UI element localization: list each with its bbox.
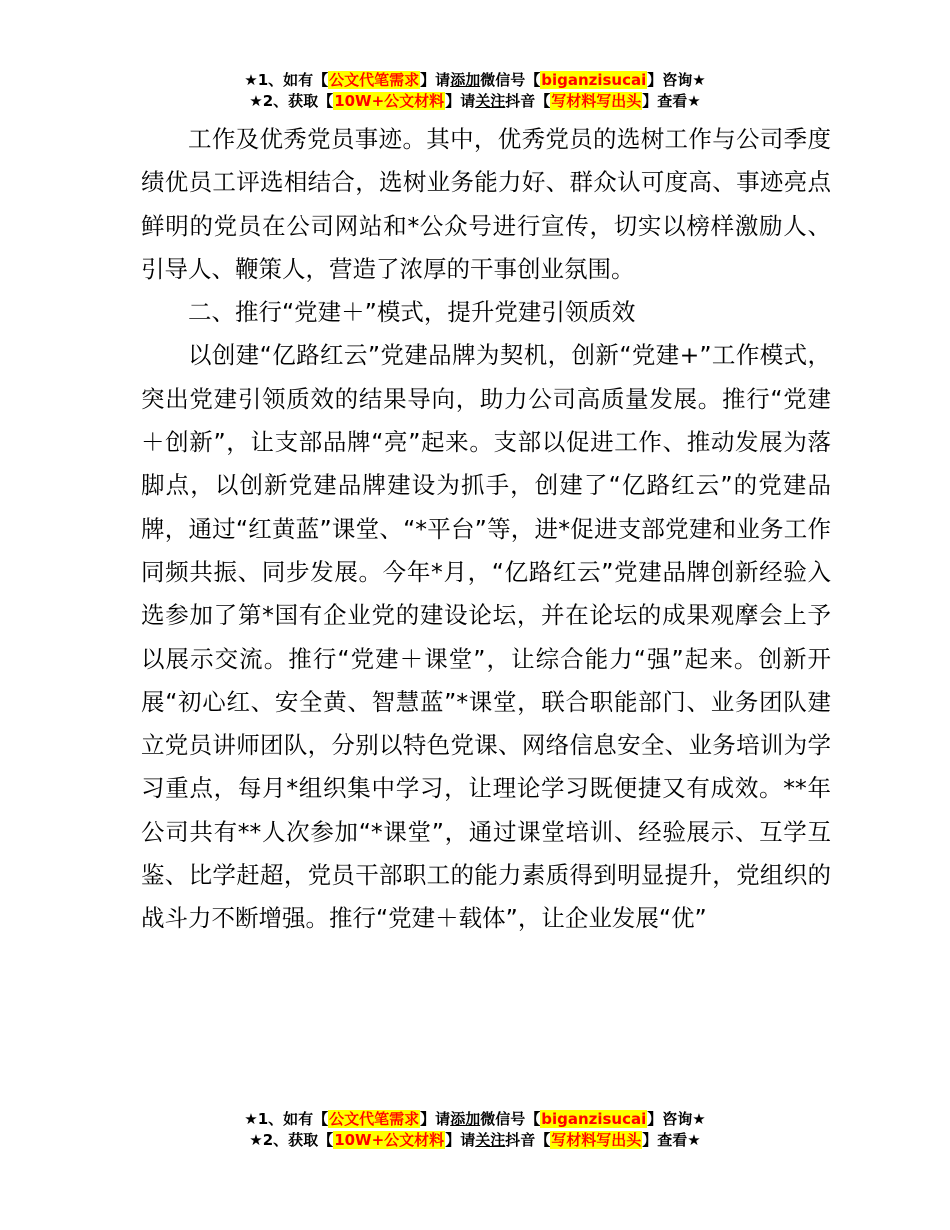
highlight-text: 公文代笔需求 (329, 1110, 420, 1128)
banner-text: ★2、获取【 (249, 1131, 334, 1149)
footer-banner (0, 1109, 950, 1151)
wechat-id-highlight: biganzisucai (541, 71, 647, 89)
banner-line-1 (0, 1109, 950, 1130)
banner-text: 】请 (445, 92, 476, 110)
banner-line-2 (0, 91, 950, 112)
section-heading-2: 二、推行“党建＋”模式，提升党建引领质效 (188, 298, 636, 327)
banner-text: ★1、如有【 (244, 1110, 329, 1128)
underlined-text: 添加 (450, 1110, 481, 1128)
banner-text: 】请 (445, 1131, 476, 1149)
banner-text: 】请 (420, 71, 451, 89)
banner-text: 】请 (420, 1110, 451, 1128)
banner-text: 】咨询★ (647, 71, 706, 89)
banner-text: 抖音【 (505, 1131, 551, 1149)
highlight-text: 10W+公文材料 (334, 92, 445, 110)
header-banner (0, 70, 950, 112)
banner-text: 】咨询★ (647, 1110, 706, 1128)
banner-line-1 (0, 70, 950, 91)
banner-text: 抖音【 (505, 92, 551, 110)
douyin-id-highlight: 写材料写出头 (551, 92, 642, 110)
underlined-text: 关注 (475, 92, 506, 110)
banner-text: ★1、如有【 (244, 71, 329, 89)
banner-text: 】查看★ (642, 1131, 701, 1149)
banner-text: 微信号【 (480, 1110, 541, 1128)
banner-text: ★2、获取【 (249, 92, 334, 110)
highlight-text: 10W+公文材料 (334, 1131, 445, 1149)
wechat-id-highlight: biganzisucai (541, 1110, 647, 1128)
underlined-text: 关注 (475, 1131, 506, 1149)
highlight-text: 公文代笔需求 (329, 71, 420, 89)
banner-text: 】查看★ (642, 92, 701, 110)
paragraph-1: 工作及优秀党员事迹。其中，优秀党员的选树工作与公司季度绩优员工评选相结合，选树业务能力好、群众认可度高、事迹亮点鲜明的党员在公司网站和*公众号进行宣传，切实以榜样激励人、引导人、鞭策人，营造了浓厚的干事创业氛围。 (141, 125, 831, 283)
underlined-text: 添加 (450, 71, 481, 89)
banner-text: 微信号【 (480, 71, 541, 89)
douyin-id-highlight: 写材料写出头 (551, 1131, 642, 1149)
document-body (141, 118, 831, 941)
banner-line-2 (0, 1130, 950, 1151)
paragraph-2: 以创建“亿路红云”党建品牌为契机，创新“党建+”工作模式，突出党建引领质效的结果导向，助力公司高质量发展。推行“党建＋创新”，让支部品牌“亮”起来。支部以促进工作、推动发展为落脚点，以创新党建品牌建设为抓手，创建了“亿路红云”的党建品牌，通过“红黄蓝”课堂、“*平台”等，进*促进支部党建和业务工作同频共振、同步发展。今年*月，“亿路红云”党建品牌创新经验入选参加了第*国有企业党的建设论坛，并在论坛的成果观摩会上予以展示交流。推行“党建＋课堂”，让综合能力“强”起来。创新开展“初心红、安全黄、智慧蓝”*课堂，联合职能部门、业务团队建立党员讲师团队，分别以特色党课、网络信息安全、业务培训为学习重点，每月*组织集中学习，让理论学习既便捷又有成效。**年公司共有**人次参加“*课堂”，通过课堂培训、经验展示、互学互鉴、比学赶超，党员干部职工的能力素质得到明显提升，党组织的战斗力不断增强。推行“党建＋载体”，让企业发展“优” (141, 341, 831, 933)
